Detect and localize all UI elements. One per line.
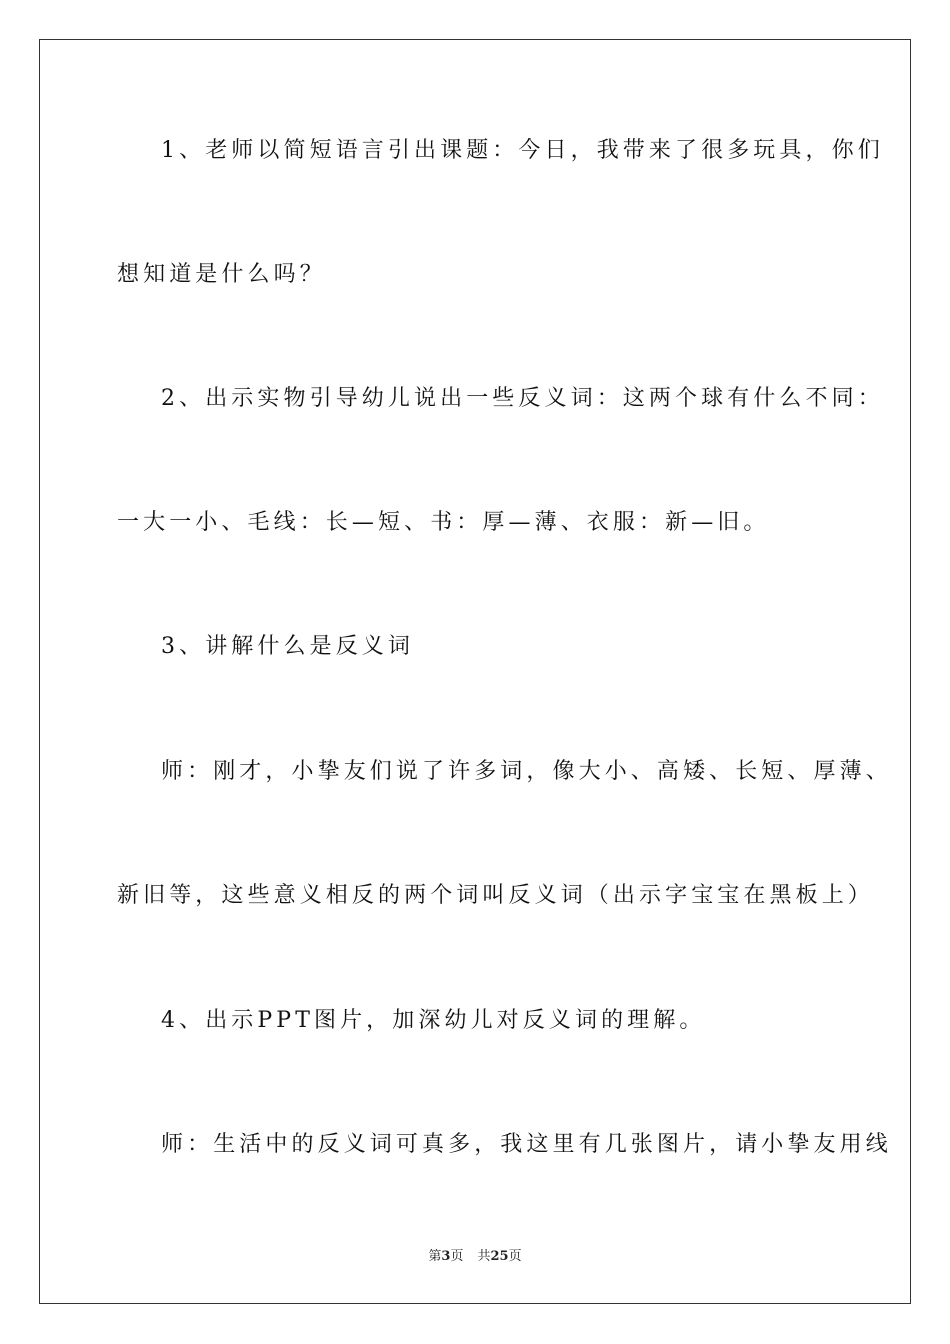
paragraph-line: 4、出示PPT图片，加深幼儿对反义词的理解。 bbox=[161, 1008, 706, 1033]
paragraph-line: 师：刚才，小挚友们说了许多词，像大小、高矮、长短、厚薄、 bbox=[161, 759, 892, 784]
total-unit: 页 bbox=[508, 1249, 522, 1264]
paragraph-line: 1、老师以简短语言引出课题：今日，我带来了很多玩具，你们 bbox=[161, 138, 884, 163]
page-prefix: 第 bbox=[428, 1249, 442, 1264]
paragraph-line: 一大一小、毛线：长—短、书：厚—薄、衣服：新—旧。 bbox=[117, 510, 770, 535]
page-footer bbox=[0, 1248, 950, 1266]
paragraph-line: 3、讲解什么是反义词 bbox=[161, 634, 414, 659]
total-prefix: 共 bbox=[477, 1249, 491, 1264]
paragraph-line: 想知道是什么吗？ bbox=[117, 262, 326, 287]
page-border bbox=[39, 39, 911, 1304]
current-page-number: 3 bbox=[441, 1249, 451, 1264]
paragraph-line: 2、出示实物引导幼儿说出一些反义词：这两个球有什么不同： bbox=[161, 386, 884, 411]
paragraph-line: 师：生活中的反义词可真多，我这里有几张图片，请小挚友用线 bbox=[161, 1132, 892, 1157]
paragraph-line: 新旧等，这些意义相反的两个词叫反义词（出示字宝宝在黑板上） bbox=[117, 883, 874, 908]
page-unit: 页 bbox=[450, 1249, 464, 1264]
total-page-number: 25 bbox=[490, 1249, 509, 1264]
